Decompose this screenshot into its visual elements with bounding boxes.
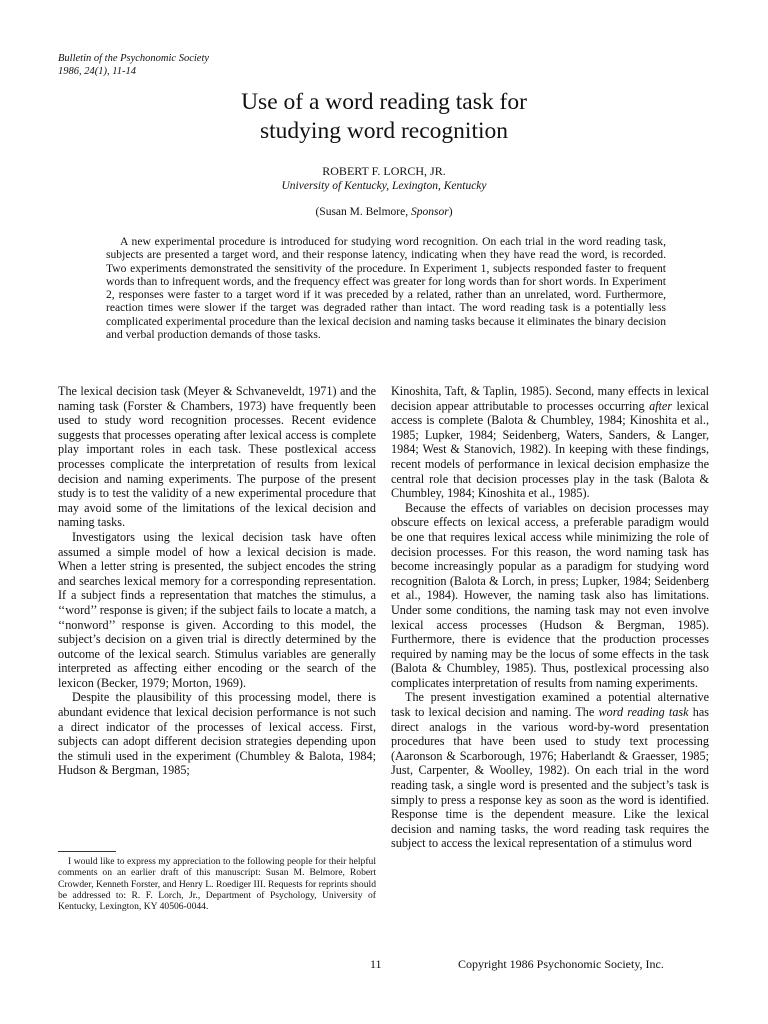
body-paragraph: Investigators using the lexical decision task have often assumed a simple model of how a lexical decision is made. When a letter string is presented, the subject encodes the string and searches lexical memory for a corresponding representation. If a subject finds a representation that matches the stimulus, a ‘‘word’’ response is given; if the subject fails to locate a match, a ‘‘nonword’’ response is given. According to this model, the subject’s decision on a given trial is directly determined by the outcome of the lexical search. Stimulus variables are generally interpreted as affecting either encoding or the search of the lexicon (Becker, 1979; Morton, 1969). bbox=[58, 529, 376, 690]
journal-citation bbox=[58, 52, 209, 78]
text-run: lexical access is complete (Balota & Chumbley, 1984; Kinoshita et al., 1985; Lupker, 1984; Seidenberg, Waters, Sanders, & Langer, 1984; West & Stanovich, 1982). In keeping with these findings, recent models of performance in lexical decision emphasize the central role that decision processes play in the task (Balota & Chumbley, 1984; Kinoshita et al., 1985). bbox=[391, 398, 710, 501]
body-paragraph bbox=[391, 384, 709, 501]
article-title bbox=[0, 88, 768, 146]
page-number: 11 bbox=[370, 957, 382, 971]
text-run: has direct analogs in the various word-by-word presentation procedures that have been used to study text processing (Aaronson & Scarborough, 1976; Haberlandt & Graesser, 1985; Just, Carpenter, & Woolley, 1982). On each trial in the word reading task, a single word is presented and the subject’s task is simply to press a response key as soon as the word is identified. Response time is the dependent measure. Like the lexical decision and naming tasks, the word reading task requires the subject to access the lexical representation of a stimulus word bbox=[391, 705, 710, 851]
body-paragraph: Despite the plausibility of this processing model, there is abundant evidence that lexical decision performance is not such a direct indicator of the processes of lexical access. First, subjects can adopt different decision strategies depending upon the stimuli used in the experiment (Chumbley & Balota, 1984; Hudson & Bergman, 1985; bbox=[58, 690, 376, 778]
body-paragraph: The lexical decision task (Meyer & Schvaneveldt, 1971) and the naming task (Forster & Chambers, 1973) have frequently been used to study word recognition processes. Recent evidence suggests that processes operating after lexical access is complete play important roles in each task. These postlexical access processes complicate the interpretation of results from lexical decision and naming experiments. The purpose of the present study is to test the validity of a new experimental procedure that may avoid some of the limitations of the lexical decision and naming tasks. bbox=[58, 384, 376, 530]
abstract: A new experimental procedure is introduced for studying word recognition. On each trial in the word reading task, subjects are presented a target word, and their response latency, indicating when they have read the word, is recorded. Two experiments demonstrated the sensitivity of the procedure. In Experiment 1, subjects responded faster to frequent words than to infrequent words, and the frequency effect was greater for long words than for short words. In Experiment 2, responses were faster to a target word if it was preceded by a related, rather than an unrelated, word. Furthermore, reaction times were slower if the target was degraded rather than intact. The word reading task is a potentially less complicated experimental procedure than the lexical decision and naming tasks because it eliminates the binary decision and verbal production demands of those tasks. bbox=[106, 235, 666, 342]
text-run: Kinoshita, Taft, & Taplin, 1985). Second, many effects in lexical decision appear attributable to processes occurring bbox=[391, 384, 709, 413]
emphasis-text: after bbox=[649, 398, 673, 413]
journal-name: Bulletin of the Psychonomic Society bbox=[58, 53, 210, 64]
title-line-1: Use of a word reading task for bbox=[241, 89, 527, 115]
title-line-2: studying word recognition bbox=[259, 118, 509, 144]
author-affiliation: University of Kentucky, Lexington, Kentucky bbox=[281, 180, 487, 192]
emphasis-text: word reading task bbox=[598, 705, 689, 720]
left-column bbox=[58, 384, 376, 778]
author-name: ROBERT F. LORCH, JR. bbox=[322, 164, 446, 178]
footnote-divider bbox=[58, 851, 116, 852]
body-paragraph bbox=[391, 690, 709, 851]
sponsor-line bbox=[0, 205, 768, 220]
body-paragraph: Because the effects of variables on decision processes may obscure effects on lexical access, a preferable paradigm would be one that requires lexical access while minimizing the role of decision processes. For this reason, the word naming task has become increasingly popular as a paradigm for studying word recognition (Balota & Lorch, in press; Lupker, 1984; Seidenberg et al., 1984). However, the naming task also has limitations. Under some conditions, the naming task may not even involve lexical access processes (Hudson & Bergman, 1985). Furthermore, there is evidence that the production processes required by naming may be the locus of some effects in the task (Balota & Chumbley, 1985). Thus, postlexical processing also complicates interpretation of results from naming experiments. bbox=[391, 500, 709, 690]
sponsor-prefix: (Susan M. Belmore, bbox=[315, 206, 411, 218]
journal-volume: 1986, 24(1), 11-14 bbox=[58, 66, 136, 77]
footnote: I would like to express my appreciation to the following people for their helpful comments on an earlier draft of this manuscript: Susan M. Belmore, Robert Crowder, Kenneth Forster, and Henry L. Roediger III. Requests for reprints should be addressed to: R. F. Lorch, Jr., Department of Psychology, University of Kentucky, Lexington, KY 40506-0044. bbox=[58, 856, 376, 913]
sponsor-suffix: ) bbox=[448, 206, 453, 218]
sponsor-role: Sponsor bbox=[410, 206, 449, 218]
right-column bbox=[391, 384, 709, 851]
copyright-notice: Copyright 1986 Psychonomic Society, Inc. bbox=[458, 957, 664, 971]
text-run: The present investigation examined a potential alternative task to lexical decision and naming. The bbox=[391, 690, 709, 720]
